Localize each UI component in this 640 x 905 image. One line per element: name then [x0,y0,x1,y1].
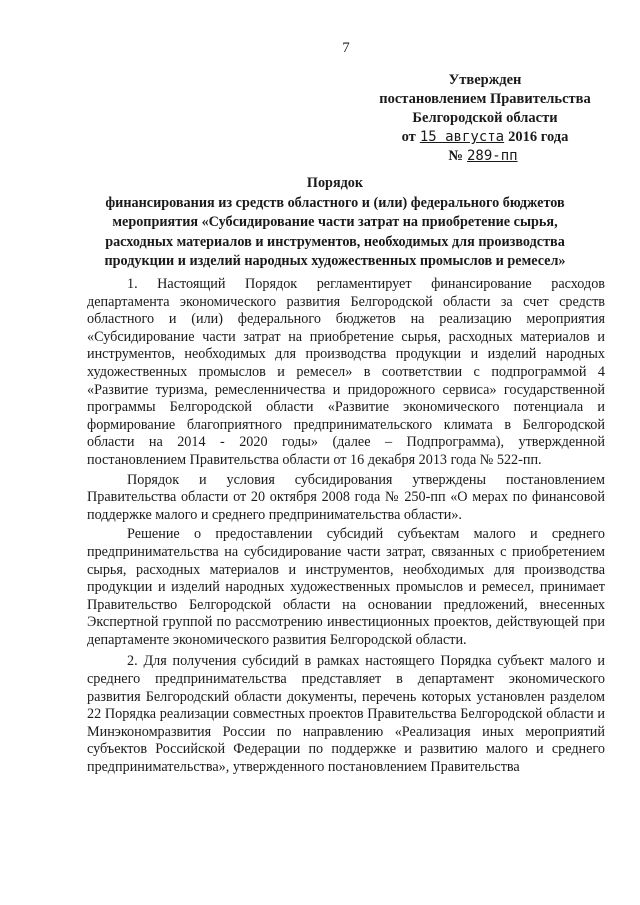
approval-number-prefix: № [448,148,463,164]
approval-date-suffix: 2016 года [508,129,569,145]
approval-number-line [360,147,610,166]
title-line-2: финансирования из средств областного и (или) федерального бюджетов [105,194,565,211]
paragraph-4: 2. Для получения субсидий в рамках настоящего Порядка субъект малого и среднего предпринимательства представляет в департамент экономического развития Белгородский области документы, перечень которых установлен разделом 22 Порядка реализации совместных проектов Правительства Белгородской области и Минэкономразвития России по направлению «Реализация иных мероприятий субъектов Российской Федерации по поддержке и развитию малого и среднего предпринимательства», утвержденного постановлением Правительства [87,653,605,776]
approval-number-value: 289-пп [467,148,518,164]
document-title [60,174,610,272]
paragraph-1: 1. Настоящий Порядок регламентирует финансирование расходов департамента экономического развития Белгородской области за счет средств областного и (или) федерального бюджетов на реализацию мероприятия «Субсидирование части затрат на приобретение сырья, расходных материалов и инструментов, необходимых для производства продукции и изделий народных художественных промыслов и ремесел» в соответствии с подпрограммой 4 «Развитие туризма, ремесленничества и придорожного сервиса» государственной программы Белгородской области «Развитие экономического потенциала и формирование благоприятного предпринимательского климата в Белгородской области на 2014 - 2020 годы» (далее – Подпрограмма), утвержденной постановлением Правительства области от 16 декабря 2013 года № 522-пп. [87,276,605,468]
approval-line-3: Белгородской области [412,110,558,126]
approval-line-1: Утвержден [448,72,522,88]
approval-block [360,71,610,166]
title-line-4: расходных материалов и инструментов, необходимых для производства [105,233,565,250]
paragraph-2: Порядок и условия субсидирования утверждены постановлением Правительства области от 20 октября 2008 года № 250-пп «О мерах по финансовой поддержке малого и среднего предпринимательства области». [87,471,605,523]
approval-line-2: постановлением Правительства [379,91,591,107]
title-line-5: продукции и изделий народных художественных промыслов и ремесел» [104,253,566,269]
approval-date-line [360,128,610,147]
title-line-3: мероприятия «Субсидирование части затрат на приобретение сырья, [112,214,558,230]
approval-date-prefix: от [401,129,416,145]
title-line-1: Порядок [306,175,364,191]
document-body [87,276,605,779]
page-number: 7 [342,40,350,56]
paragraph-3: Решение о предоставлении субсидий субъектам малого и среднего предпринимательства на субсидирование части затрат, связанных с приобретением сырья, расходных материалов и инструментов, необходимых для производства продукции и изделий народных художественных промыслов и ремесел, принимает Правительство Белгородской области на основании предложений, внесенных Экспертной группой по рассмотрению инвестиционных проектов, действующей при департаменте экономического развития Белгородской области. [87,526,605,648]
approval-date-value: 15 августа [419,129,505,145]
